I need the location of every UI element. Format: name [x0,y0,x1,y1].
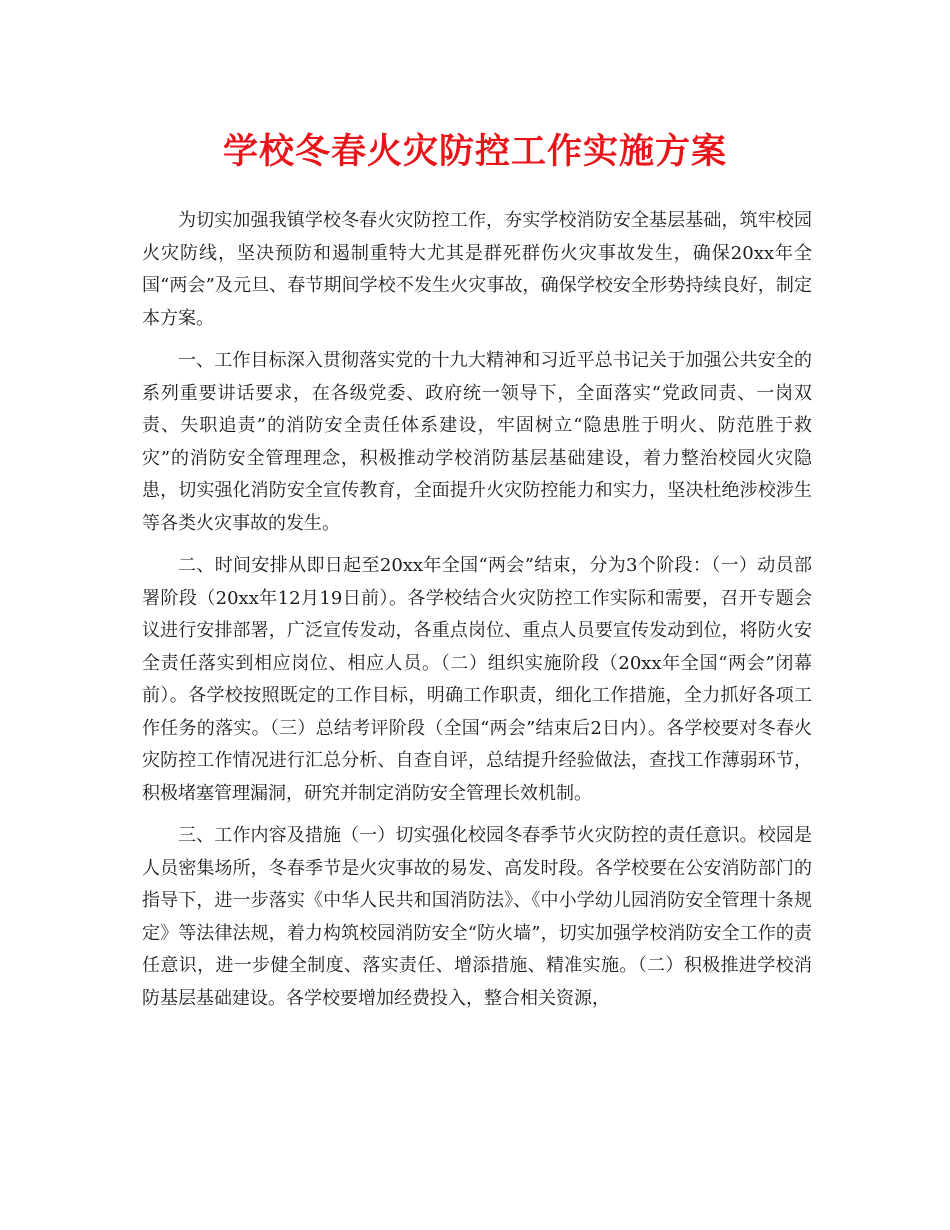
document-body [142,205,812,1025]
document-title: 学校冬春火灾防控工作实施方案 [222,131,727,172]
paragraph-intro: 为切实加强我镇学校冬春火灾防控工作，夯实学校消防安全基层基础，筑牢校园火灾防线，坚决预防和遏制重特大尤其是群死群伤火灾事故发生，确保20xx年全国“两会”及元旦、春节期间学校不发生火灾事故，确保学校安全形势持续良好，制定本方案。 [142,210,812,329]
paragraph-goals: 一、工作目标深入贯彻落实党的十九大精神和习近平总书记关于加强公共安全的系列重要讲话要求，在各级党委、政府统一领导下，全面落实“党政同责、一岗双责、失职追责”的消防安全责任体系建设，牢固树立“隐患胜于明火、防范胜于救灾”的消防安全管理理念，积极推动学校消防基层基础建设，着力整治校园火灾隐患，切实强化消防安全宣传教育，全面提升火灾防控能力和实力，坚决杜绝涉校涉生等各类火灾事故的发生。 [142,350,812,534]
paragraph-schedule: 二、时间安排从即日起至20xx年全国“两会”结束，分为3个阶段：（一）动员部署阶段（20xx年12月19日前）。各学校结合火灾防控工作实际和需要，召开专题会议进行安排部署，广泛宣传发动，各重点岗位、重点人员要宣传发动到位，将防火安全责任落实到相应岗位、相应人员。（二）组织实施阶段（20xx年全国“两会”闭幕前）。各学校按照既定的工作目标，明确工作职责，细化工作措施，全力抓好各项工作任务的落实。（三）总结考评阶段（全国“两会”结束后2日内）。各学校要对冬春火灾防控工作情况进行汇总分析、自查自评，总结提升经验做法，查找工作薄弱环节，积极堵塞管理漏洞，研究并制定消防安全管理长效机制。 [142,555,812,804]
paragraph-measures: 三、工作内容及措施（一）切实强化校园冬春季节火灾防控的责任意识。校园是人员密集场所，冬春季节是火灾事故的易发、高发时段。各学校要在公安消防部门的指导下，进一步落实《中华人民共和国消防法》、《中小学幼儿园消防安全管理十条规定》等法律法规，着力构筑校园消防安全“防火墙”，切实加强学校消防安全工作的责任意识，进一步健全制度、落实责任、增添措施、精准实施。（二）积极推进学校消防基层基础建设。各学校要增加经费投入，整合相关资源， [142,825,812,1009]
